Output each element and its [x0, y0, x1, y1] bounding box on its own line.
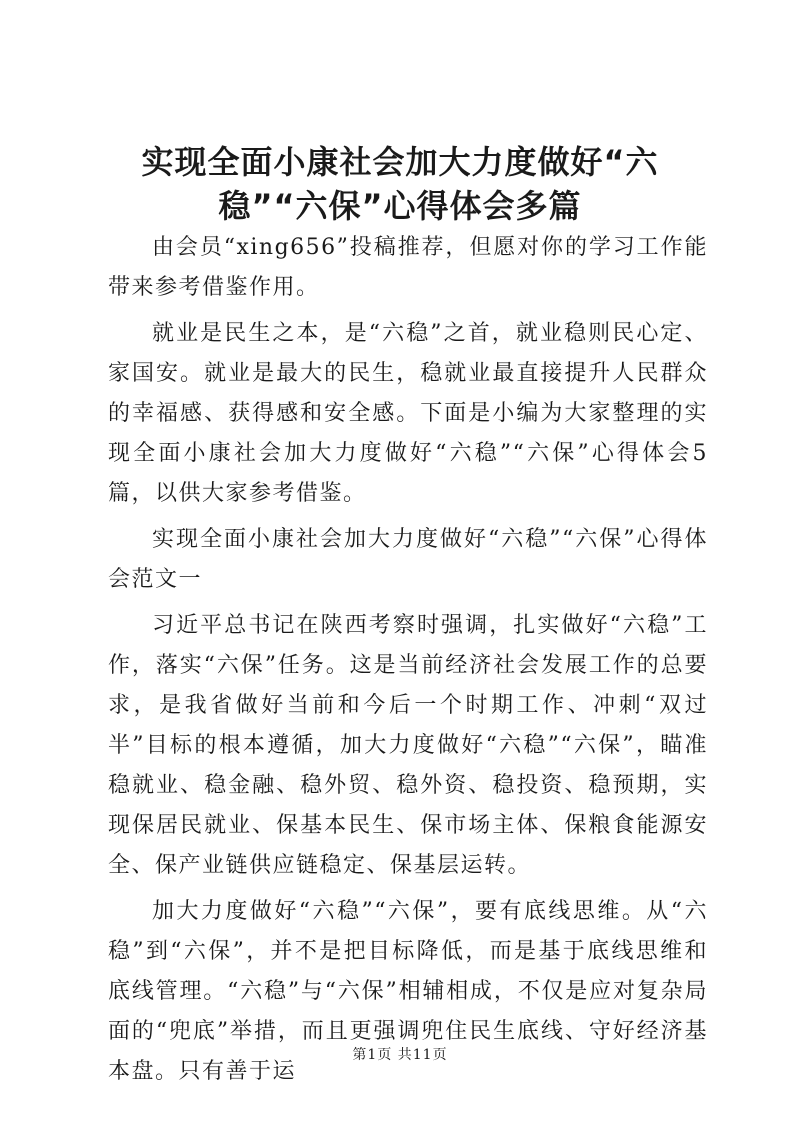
paragraph-bottom-line: 加大力度做好“六稳”“六保”，要有底线思维。从“六稳”到“六保”，并不是把目标降低，而是基于底线思维和底线管理。“六稳”与“六保”相辅相成，不仅是应对复杂局面的“兜底”举措，而且更强调兜住民生底线、守好经济基本盘。只有善于运	[108, 899, 708, 1084]
page-footer: 第1页 共11页	[352, 1047, 448, 1063]
paragraph-employment: 就业是民生之本，是“六稳”之首，就业稳则民心定、家国安。就业是最大的民生，稳就业最直接提升人民群众的幸福感、获得感和安全感。下面是小编为大家整理的实现全面小康社会加大力度做好“六稳”“六保”心得体会5篇，以供大家参考借鉴。	[108, 321, 708, 506]
paragraph-shaanxi: 习近平总书记在陕西考察时强调，扎实做好“六稳”工作，落实“六保”任务。这是当前经济社会发展工作的总要求，是我省做好当前和今后一个时期工作、冲刺“双过半”目标的根本遵循，加大力度做好“六稳”“六保”，瞄准稳就业、稳金融、稳外贸、稳外资、稳投资、稳预期，实现保居民就业、保基本民生、保市场主体、保粮食能源安全、保产业链供应链稳定、保基层运转。	[108, 613, 708, 878]
document-title: 实现全面小康社会加大力度做好“六稳”“六保”心得体会多篇	[141, 143, 659, 225]
section-heading: 实现全面小康社会加大力度做好“六稳”“六保”心得体会范文一	[108, 527, 708, 592]
paragraph-intro: 由会员“xing656”投稿推荐，但愿对你的学习工作能带来参考借鉴作用。	[108, 235, 708, 300]
document-body	[108, 228, 708, 1098]
